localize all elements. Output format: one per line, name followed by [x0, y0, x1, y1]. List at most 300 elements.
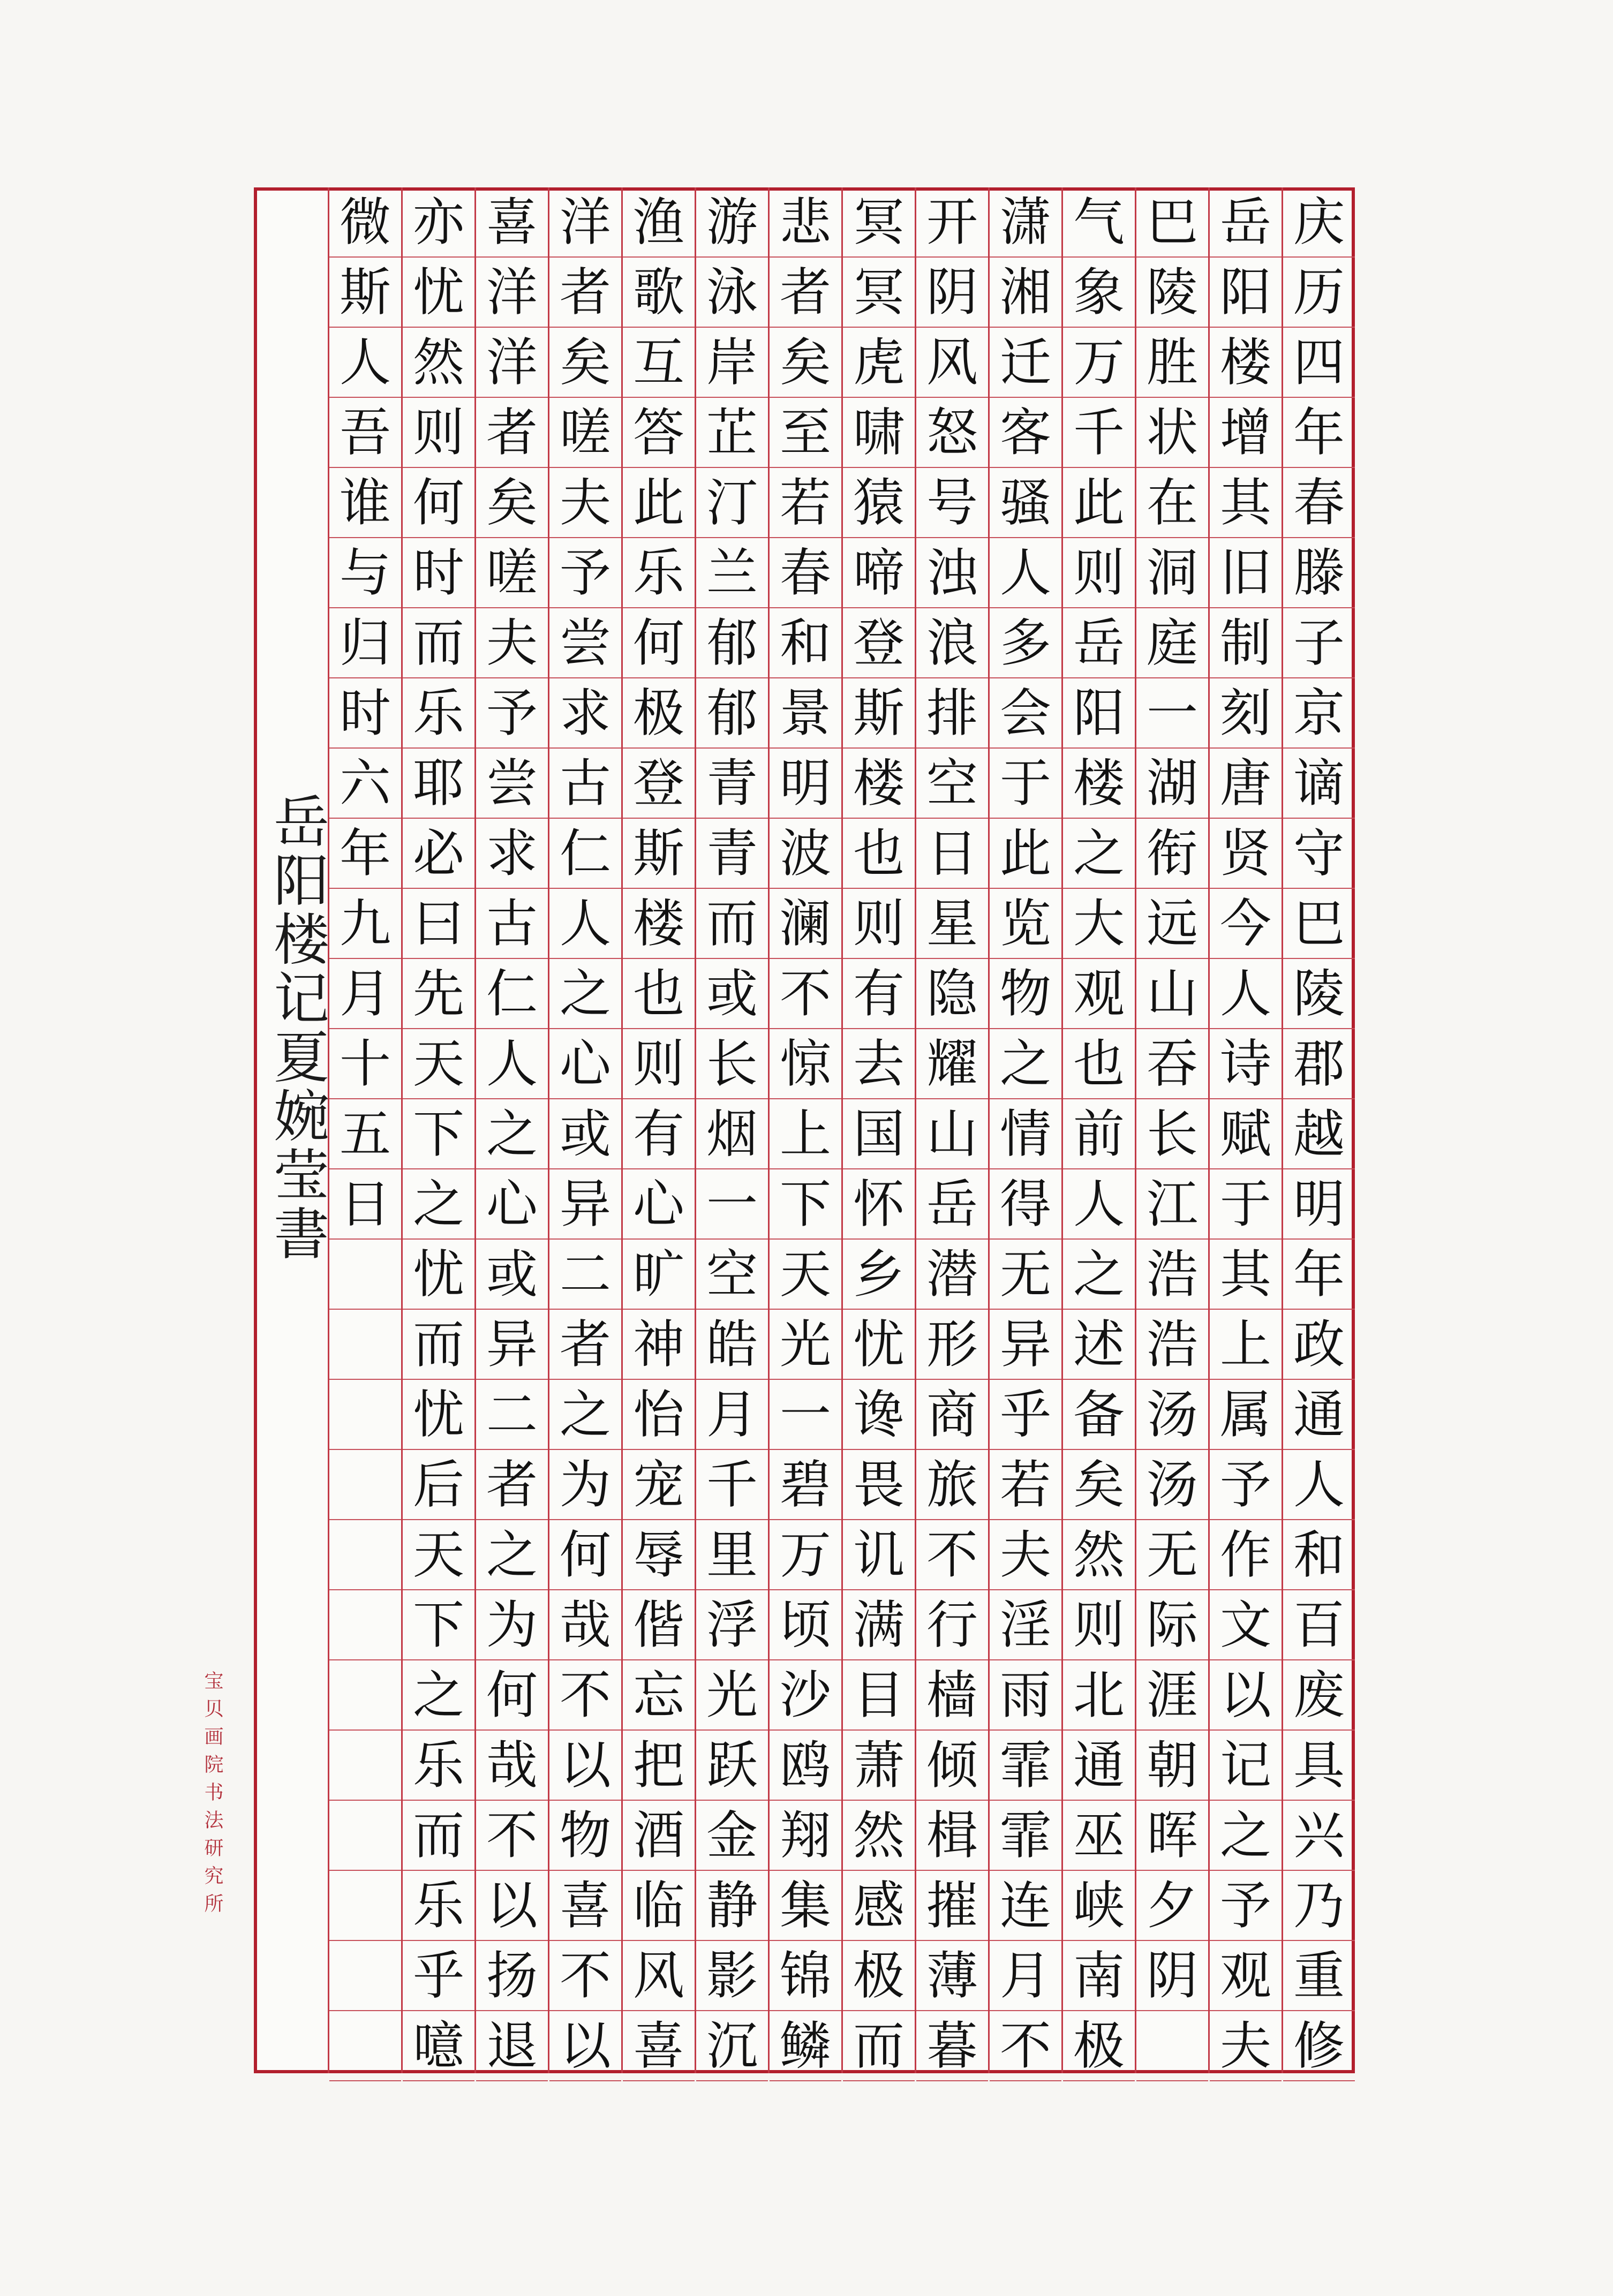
character-cell: 宠	[623, 1450, 695, 1520]
character-cell: 星	[916, 889, 988, 959]
character-cell: 者	[549, 1310, 621, 1380]
character-cell: 斯	[843, 678, 915, 749]
character-cell: 潜	[916, 1240, 988, 1310]
character-cell: 何	[403, 468, 474, 538]
character-cell: 金	[696, 1801, 768, 1871]
character-cell: 国	[843, 1099, 915, 1169]
character-cell: 啼	[843, 538, 915, 608]
character-cell: 尝	[476, 749, 548, 819]
character-cell: 以	[549, 2011, 621, 2081]
character-cell: 互	[623, 328, 695, 398]
character-cell: 象	[1063, 258, 1135, 328]
character-cell: 酒	[623, 1801, 695, 1871]
character-cell	[329, 1240, 401, 1310]
character-cell: 空	[916, 749, 988, 819]
character-cell: 今	[1210, 889, 1282, 959]
character-cell: 乡	[843, 1240, 915, 1310]
character-cell: 巴	[1283, 889, 1355, 959]
character-cell: 陵	[1136, 258, 1208, 328]
character-cell	[329, 1941, 401, 2011]
character-cell: 赋	[1210, 1099, 1282, 1169]
character-cell: 答	[623, 398, 695, 468]
character-cell: 人	[990, 538, 1061, 608]
character-cell: 泳	[696, 258, 768, 328]
character-cell: 薄	[916, 1941, 988, 2011]
character-cell: 于	[990, 749, 1061, 819]
character-cell: 怡	[623, 1380, 695, 1450]
character-cell: 风	[623, 1941, 695, 2011]
character-cell: 人	[329, 328, 401, 398]
character-cell: 或	[696, 959, 768, 1029]
character-cell: 旷	[623, 1240, 695, 1310]
character-cell: 浮	[696, 1590, 768, 1660]
character-cell: 夫	[1210, 2011, 1282, 2081]
character-cell: 倾	[916, 1731, 988, 1801]
character-cell: 郁	[696, 678, 768, 749]
character-cell: 者	[476, 398, 548, 468]
character-cell	[329, 1590, 401, 1660]
character-cell: 鸥	[770, 1731, 841, 1801]
character-cell: 其	[1210, 1240, 1282, 1310]
character-cell: 无	[990, 1240, 1061, 1310]
character-cell: 岳	[1063, 608, 1135, 678]
character-cell: 猿	[843, 468, 915, 538]
character-cell: 连	[990, 1871, 1061, 1941]
character-cell: 斯	[623, 819, 695, 889]
character-cell: 汤	[1136, 1450, 1208, 1520]
character-cell: 天	[403, 1520, 474, 1590]
character-cell: 然	[1063, 1520, 1135, 1590]
character-cell: 乎	[990, 1380, 1061, 1450]
character-cell: 何	[549, 1520, 621, 1590]
text-column	[695, 187, 768, 2076]
character-cell: 或	[549, 1099, 621, 1169]
text-column	[1208, 187, 1282, 2076]
character-cell: 前	[1063, 1099, 1135, 1169]
character-cell: 贤	[1210, 819, 1282, 889]
character-cell: 巴	[1136, 187, 1208, 258]
character-cell: 览	[990, 889, 1061, 959]
character-cell: 夫	[476, 608, 548, 678]
character-cell: 九	[329, 889, 401, 959]
character-cell: 心	[549, 1029, 621, 1099]
character-cell: 满	[843, 1590, 915, 1660]
character-cell: 曰	[403, 889, 474, 959]
character-cell: 政	[1283, 1310, 1355, 1380]
text-column	[548, 187, 621, 2076]
character-cell: 此	[623, 468, 695, 538]
character-cell: 以	[549, 1731, 621, 1801]
character-cell: 汀	[696, 468, 768, 538]
character-cell: 际	[1136, 1590, 1208, 1660]
character-cell: 则	[843, 889, 915, 959]
character-cell: 日	[329, 1169, 401, 1240]
character-cell: 增	[1210, 398, 1282, 468]
character-cell: 淫	[990, 1590, 1061, 1660]
character-cell: 年	[1283, 398, 1355, 468]
character-cell: 先	[403, 959, 474, 1029]
character-cell: 北	[1063, 1660, 1135, 1731]
character-cell: 千	[696, 1450, 768, 1520]
character-cell: 人	[1283, 1450, 1355, 1520]
character-cell: 异	[990, 1310, 1061, 1380]
character-cell: 矣	[1063, 1450, 1135, 1520]
character-cell: 乃	[1283, 1871, 1355, 1941]
character-cell: 涯	[1136, 1660, 1208, 1731]
character-cell: 废	[1283, 1660, 1355, 1731]
character-cell: 怒	[916, 398, 988, 468]
character-cell: 感	[843, 1871, 915, 1941]
character-cell: 夕	[1136, 1871, 1208, 1941]
character-cell: 通	[1283, 1380, 1355, 1450]
character-cell: 重	[1283, 1941, 1355, 2011]
character-cell: 喜	[549, 1871, 621, 1941]
character-cell: 讥	[843, 1520, 915, 1590]
character-cell	[329, 1660, 401, 1731]
character-cell: 心	[623, 1169, 695, 1240]
character-cell: 天	[403, 1029, 474, 1099]
character-cell: 浩	[1136, 1240, 1208, 1310]
character-cell: 百	[1283, 1590, 1355, 1660]
character-cell: 上	[1210, 1310, 1282, 1380]
character-cell: 忧	[843, 1310, 915, 1380]
character-cell: 不	[549, 1660, 621, 1731]
character-cell: 具	[1283, 1731, 1355, 1801]
text-column	[1282, 187, 1355, 2076]
character-cell: 衔	[1136, 819, 1208, 889]
character-cell: 隐	[916, 959, 988, 1029]
character-cell: 景	[770, 678, 841, 749]
character-cell: 喜	[476, 187, 548, 258]
text-column	[841, 187, 915, 2076]
character-cell: 摧	[916, 1871, 988, 1941]
character-cell: 皓	[696, 1310, 768, 1380]
character-cell: 予	[1210, 1871, 1282, 1941]
character-cell: 山	[1136, 959, 1208, 1029]
text-column	[328, 187, 401, 2073]
character-cell	[329, 1450, 401, 1520]
character-cell: 矣	[476, 468, 548, 538]
character-cell: 也	[843, 819, 915, 889]
character-cell: 文	[1210, 1590, 1282, 1660]
character-cell: 谪	[1283, 749, 1355, 819]
character-cell: 喜	[623, 2011, 695, 2081]
character-cell: 集	[770, 1871, 841, 1941]
character-cell: 之	[1063, 1240, 1135, 1310]
character-cell	[329, 2011, 401, 2081]
text-column	[1061, 187, 1135, 2076]
character-cell: 大	[1063, 889, 1135, 959]
character-cell	[329, 1871, 401, 1941]
character-cell: 多	[990, 608, 1061, 678]
character-cell: 旅	[916, 1450, 988, 1520]
character-cell: 年	[329, 819, 401, 889]
character-cell: 静	[696, 1871, 768, 1941]
character-cell: 其	[1210, 468, 1282, 538]
character-cell: 乐	[403, 1871, 474, 1941]
character-cell: 霏	[990, 1801, 1061, 1871]
character-cell: 庭	[1136, 608, 1208, 678]
character-cell: 神	[623, 1310, 695, 1380]
character-cell: 顷	[770, 1590, 841, 1660]
character-cell: 扬	[476, 1941, 548, 2011]
character-cell: 气	[1063, 187, 1135, 258]
text-column	[474, 187, 548, 2076]
character-cell: 古	[549, 749, 621, 819]
character-cell: 和	[770, 608, 841, 678]
character-cell: 人	[1063, 1169, 1135, 1240]
character-cell: 樯	[916, 1660, 988, 1731]
character-cell: 南	[1063, 1941, 1135, 2011]
character-cell: 万	[770, 1520, 841, 1590]
character-cell: 形	[916, 1310, 988, 1380]
character-cell: 述	[1063, 1310, 1135, 1380]
character-cell: 暮	[916, 2011, 988, 2081]
character-cell: 上	[770, 1099, 841, 1169]
character-cell: 以	[1210, 1660, 1282, 1731]
character-cell: 晖	[1136, 1801, 1208, 1871]
character-cell: 浪	[916, 608, 988, 678]
character-cell: 之	[476, 1099, 548, 1169]
character-cell: 澜	[770, 889, 841, 959]
character-cell: 之	[403, 1660, 474, 1731]
character-cell: 兰	[696, 538, 768, 608]
character-cell: 雨	[990, 1660, 1061, 1731]
character-cell: 或	[476, 1240, 548, 1310]
text-column	[1135, 187, 1208, 2073]
character-cell: 春	[1283, 468, 1355, 538]
character-cell: 人	[549, 889, 621, 959]
character-cell: 锦	[770, 1941, 841, 2011]
character-cell: 之	[549, 1380, 621, 1450]
character-cell: 山	[916, 1099, 988, 1169]
character-cell: 冥	[843, 187, 915, 258]
character-cell: 乐	[623, 538, 695, 608]
character-cell: 异	[476, 1310, 548, 1380]
character-cell	[329, 1801, 401, 1871]
character-cell: 不	[916, 1520, 988, 1590]
character-cell: 碧	[770, 1450, 841, 1520]
character-cell: 子	[1283, 608, 1355, 678]
character-cell: 下	[403, 1590, 474, 1660]
character-cell: 天	[770, 1240, 841, 1310]
character-cell: 噫	[403, 2011, 474, 2081]
character-cell: 沙	[770, 1660, 841, 1731]
character-cell: 此	[990, 819, 1061, 889]
text-column	[621, 187, 695, 2076]
character-cell: 制	[1210, 608, 1282, 678]
character-cell: 哉	[549, 1590, 621, 1660]
character-cell: 一	[1136, 678, 1208, 749]
character-cell: 辱	[623, 1520, 695, 1590]
character-cell: 长	[696, 1029, 768, 1099]
character-cell: 在	[1136, 468, 1208, 538]
character-cell: 与	[329, 538, 401, 608]
character-cell: 忧	[403, 1240, 474, 1310]
character-cell: 则	[1063, 1590, 1135, 1660]
character-cell: 无	[1136, 1520, 1208, 1590]
character-cell: 下	[770, 1169, 841, 1240]
character-cell: 风	[916, 328, 988, 398]
character-cell: 嗟	[549, 398, 621, 468]
character-cell: 不	[476, 1801, 548, 1871]
character-cell: 归	[329, 608, 401, 678]
character-cell: 排	[916, 678, 988, 749]
character-cell: 而	[696, 889, 768, 959]
character-cell: 仁	[549, 819, 621, 889]
character-cell: 者	[476, 1450, 548, 1520]
character-cell: 夫	[990, 1520, 1061, 1590]
character-cell: 之	[1063, 819, 1135, 889]
character-cell: 鳞	[770, 2011, 841, 2081]
character-cell: 微	[329, 187, 401, 258]
character-cell: 嗟	[476, 538, 548, 608]
character-cell: 阴	[916, 258, 988, 328]
character-cell: 时	[403, 538, 474, 608]
character-cell: 忧	[403, 258, 474, 328]
character-cell: 远	[1136, 889, 1208, 959]
character-cell: 江	[1136, 1169, 1208, 1240]
character-cell: 夫	[549, 468, 621, 538]
character-cell: 偕	[623, 1590, 695, 1660]
character-cell: 之	[476, 1520, 548, 1590]
character-cell: 阳	[1063, 678, 1135, 749]
character-cell: 浊	[916, 538, 988, 608]
character-cell: 人	[476, 1029, 548, 1099]
character-cell	[329, 1731, 401, 1801]
character-cell: 忧	[403, 1380, 474, 1450]
character-cell: 于	[1210, 1169, 1282, 1240]
character-cell: 阴	[1136, 1941, 1208, 2011]
character-cell: 巫	[1063, 1801, 1135, 1871]
character-cell: 骚	[990, 468, 1061, 538]
character-cell: 者	[770, 258, 841, 328]
character-cell: 有	[623, 1099, 695, 1169]
character-cell: 庆	[1283, 187, 1355, 258]
character-cell: 之	[549, 959, 621, 1029]
character-cell: 得	[990, 1169, 1061, 1240]
character-cell: 乐	[403, 678, 474, 749]
character-cell: 斯	[329, 258, 401, 328]
character-cell: 千	[1063, 398, 1135, 468]
character-cell: 矣	[549, 328, 621, 398]
character-cell: 阳	[1210, 258, 1282, 328]
character-cell: 哉	[476, 1731, 548, 1801]
character-cell: 刻	[1210, 678, 1282, 749]
character-cell: 必	[403, 819, 474, 889]
character-cell: 跃	[696, 1731, 768, 1801]
character-cell: 则	[1063, 538, 1135, 608]
character-cell: 极	[623, 678, 695, 749]
character-cell: 何	[623, 608, 695, 678]
character-cell: 乎	[403, 1941, 474, 2011]
character-cell: 楼	[1210, 328, 1282, 398]
character-cell: 而	[403, 608, 474, 678]
character-cell: 一	[696, 1169, 768, 1240]
character-cell: 者	[549, 258, 621, 328]
character-cell: 游	[696, 187, 768, 258]
character-cell: 月	[329, 959, 401, 1029]
character-cell: 古	[476, 889, 548, 959]
character-cell: 亦	[403, 187, 474, 258]
character-cell: 异	[549, 1169, 621, 1240]
character-cell: 下	[403, 1099, 474, 1169]
character-cell: 汤	[1136, 1380, 1208, 1450]
character-cell: 目	[843, 1660, 915, 1731]
character-cell: 情	[990, 1099, 1061, 1169]
character-cell: 然	[843, 1801, 915, 1871]
character-cell: 畏	[843, 1450, 915, 1520]
character-cell: 以	[476, 1871, 548, 1941]
character-cell: 而	[403, 1801, 474, 1871]
character-cell: 何	[476, 1660, 548, 1731]
character-cell: 翔	[770, 1801, 841, 1871]
character-cell: 洞	[1136, 538, 1208, 608]
character-cell: 京	[1283, 678, 1355, 749]
character-cell: 四	[1283, 328, 1355, 398]
character-cell: 悲	[770, 187, 841, 258]
character-cell: 为	[476, 1590, 548, 1660]
character-cell: 矣	[770, 328, 841, 398]
character-cell: 怀	[843, 1169, 915, 1240]
character-cell: 楼	[1063, 749, 1135, 819]
character-cell	[329, 1380, 401, 1450]
character-cell: 若	[990, 1450, 1061, 1520]
character-cell: 历	[1283, 258, 1355, 328]
character-cell: 歌	[623, 258, 695, 328]
character-cell: 之	[1210, 1801, 1282, 1871]
text-column	[915, 187, 988, 2076]
character-cell: 长	[1136, 1099, 1208, 1169]
character-cell: 诗	[1210, 1029, 1282, 1099]
character-cell: 青	[696, 749, 768, 819]
character-cell: 浩	[1136, 1310, 1208, 1380]
character-cell: 越	[1283, 1099, 1355, 1169]
character-cell: 朝	[1136, 1731, 1208, 1801]
character-cell: 一	[770, 1380, 841, 1450]
character-cell: 岳	[1210, 187, 1282, 258]
character-cell: 属	[1210, 1380, 1282, 1450]
character-cell: 楫	[916, 1801, 988, 1871]
character-cell: 忘	[623, 1660, 695, 1731]
character-cell: 吞	[1136, 1029, 1208, 1099]
character-cell: 郡	[1283, 1029, 1355, 1099]
character-cell: 观	[1210, 1941, 1282, 2011]
character-cell: 修	[1283, 2011, 1355, 2081]
character-cell: 月	[696, 1380, 768, 1450]
character-cell: 心	[476, 1169, 548, 1240]
character-cell: 影	[696, 1941, 768, 2011]
character-cell: 求	[476, 819, 548, 889]
character-cell: 和	[1283, 1520, 1355, 1590]
character-cell: 洋	[476, 258, 548, 328]
character-cell: 状	[1136, 398, 1208, 468]
character-cell: 尝	[549, 608, 621, 678]
character-cell: 把	[623, 1731, 695, 1801]
character-cell: 五	[329, 1099, 401, 1169]
character-cell: 客	[990, 398, 1061, 468]
character-cell: 光	[770, 1310, 841, 1380]
character-cell: 楼	[623, 889, 695, 959]
character-cell	[329, 1520, 401, 1590]
character-cell: 物	[990, 959, 1061, 1029]
character-cell: 之	[403, 1169, 474, 1240]
character-cell: 潇	[990, 187, 1061, 258]
character-cell: 若	[770, 468, 841, 538]
character-cell: 行	[916, 1590, 988, 1660]
character-cell: 滕	[1283, 538, 1355, 608]
character-cell: 不	[990, 2011, 1061, 2081]
